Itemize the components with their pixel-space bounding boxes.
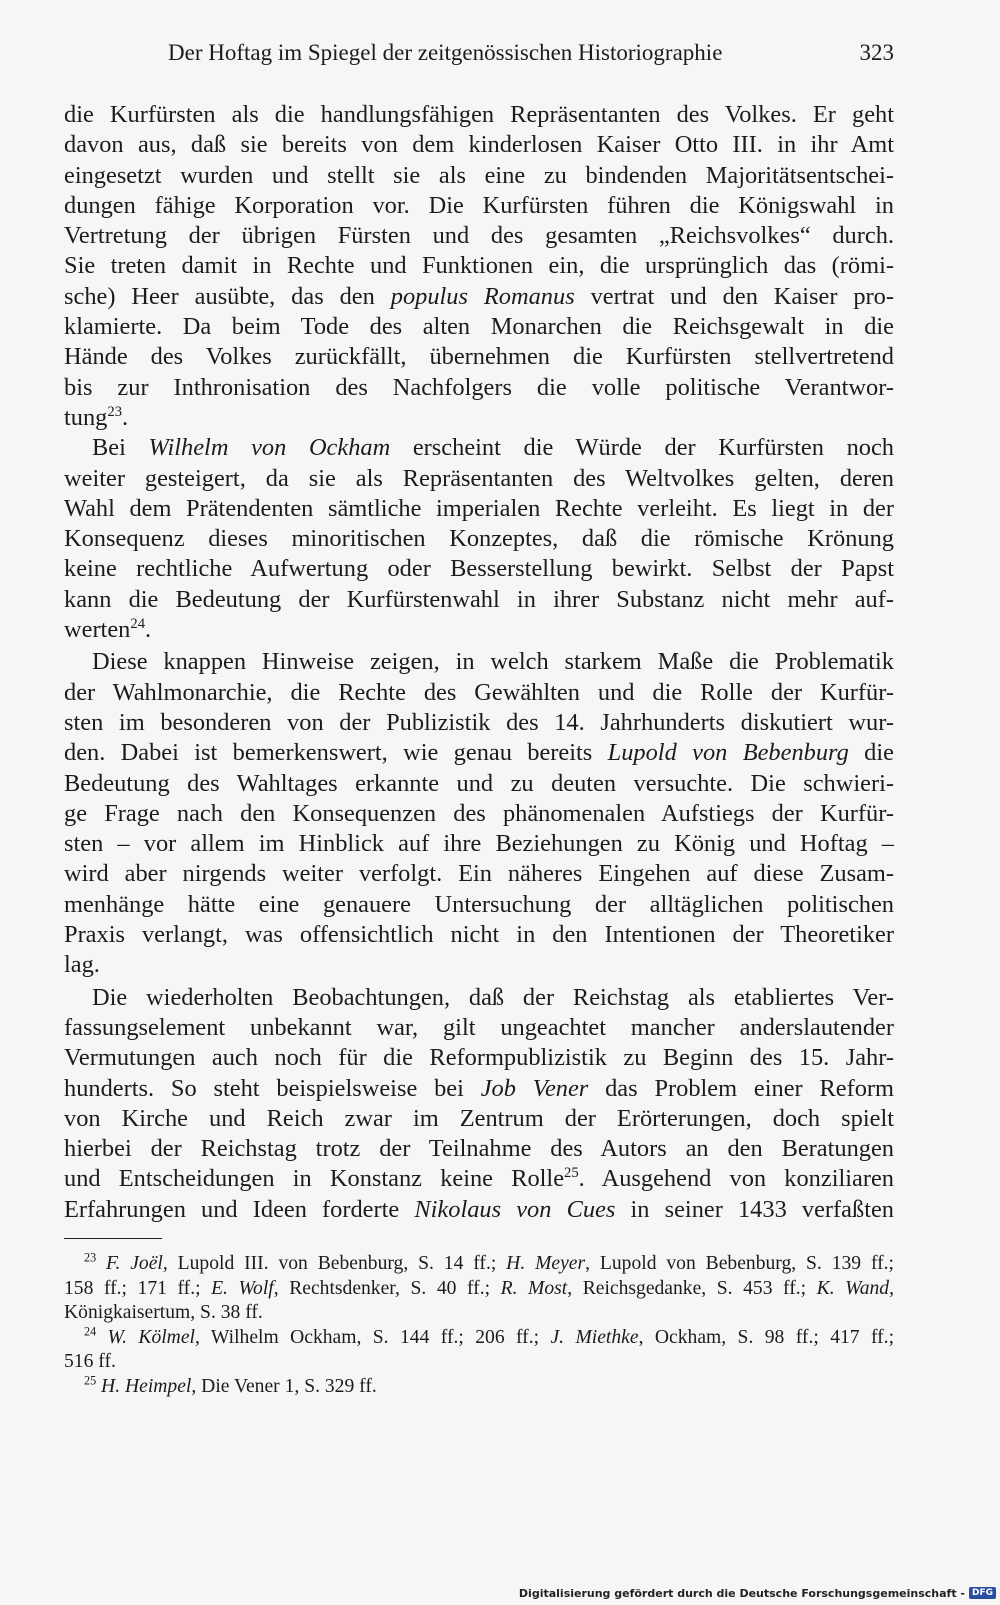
text-line: Vertretung der übrigen Fürsten und des gesamten „Reichsvolkes“ durch. (64, 222, 894, 250)
text-line: Praxis verlangt, was offensichtlich nicht in den Intentionen der Theoretiker (64, 921, 894, 949)
text-line: Sie treten damit in Rechte und Funktionen ein, die ursprünglich das (römi- (64, 252, 894, 280)
digitization-credit (519, 1585, 996, 1601)
footnote-line: $^{24}$ W. Kölmel, Wilhelm Ockham, S. 144 ff.; 206 ff.; J. Miethke, Ockham, S. 98 ff.; 417 ff.; (84, 1324, 895, 1348)
text-line: Vermutungen auch noch für die Reformpublizistik zu Beginn des 15. Jahr- (64, 1044, 894, 1072)
text-line: menhänge hätte eine genauere Untersuchung der alltäglichen politischen (64, 890, 894, 918)
text-line: bis zur Inthronisation des Nachfolgers die volle politische Verantwor- (64, 373, 894, 401)
paragraph-start-line: Bei Wilhelm von Ockham erscheint die Würde der Kurfürsten noch (92, 434, 895, 462)
footnotes (64, 1252, 894, 1400)
text-line: werten$^{24}$. (64, 615, 152, 644)
footnote-line: 516 ff. (64, 1351, 116, 1373)
text-line: sche) Heer ausübte, das den populus Romanus vertrat und den Kaiser pro- (64, 282, 894, 310)
text-line: Konsequenz dieses minoritischen Konzeptes, daß die römische Krönung (64, 525, 894, 553)
running-title: Der Hoftag im Spiegel der zeitgenössischen Historiographie (168, 40, 723, 65)
footnote-line: $^{23}$ F. Joël, Lupold III. von Bebenburg, S. 14 ff.; H. Meyer, Lupold von Bebenburg, S. 139 ff.; (84, 1250, 895, 1274)
text-line: hierbei der Reichstag trotz der Teilnahme des Autors an den Beratungen (64, 1135, 894, 1163)
text-line: der Wahlmonarchie, die Rechte des Gewählten und die Rolle der Kurfür- (64, 678, 894, 706)
text-line: wird aber nirgends weiter verfolgt. Ein näheres Eingehen auf diese Zusam- (64, 860, 894, 888)
text-line: den. Dabei ist bemerkenswert, wie genau bereits Lupold von Bebenburg die (64, 739, 894, 767)
text-line: von Kirche und Reich zwar im Zentrum der Erörterungen, doch spielt (64, 1104, 894, 1132)
text-line: Wahl dem Prätendenten sämtliche imperialen Rechte verleiht. Es liegt in der (64, 494, 894, 522)
footnote-line: 158 ff.; 171 ff.; E. Wolf, Rechtsdenker, S. 40 ff.; R. Most, Reichsgedanke, S. 453 ff.; K. Wand, (64, 1277, 895, 1299)
text-line: kann die Bedeutung der Kurfürstenwahl in ihrer Substanz nicht mehr auf- (64, 585, 894, 613)
text-line: dungen fähige Korporation vor. Die Kurfürsten führen die Königswahl in (64, 191, 894, 219)
text-line: Bedeutung des Wahltages erkannte und zu deuten versuchte. Die schwieri- (64, 769, 894, 797)
page-number: 323 (859, 40, 894, 65)
text-line: Erfahrungen und Ideen forderte Nikolaus von Cues in seiner 1433 verfaßten (64, 1195, 894, 1223)
text-line: keine rechtliche Aufwertung oder Besserstellung bewirkt. Selbst der Papst (64, 555, 894, 583)
text-line: Hände des Volkes zurückfällt, übernehmen die Kurfürsten stellvertretend (64, 343, 894, 371)
text-line: tung$^{23}$. (64, 403, 129, 431)
footnote-separator (64, 1238, 162, 1239)
text-line: fassungselement unbekannt war, gilt ungeachtet mancher anderslautender (64, 1013, 894, 1041)
text-line: davon aus, daß sie bereits von dem kinderlosen Kaiser Otto III. in ihr Amt (64, 131, 894, 159)
running-header (168, 40, 894, 74)
paragraph-start-line: Diese knappen Hinweise zeigen, in welch starkem Maße die Problematik (92, 648, 894, 676)
text-line: klamierte. Da beim Tode des alten Monarchen die Reichsgewalt in die (64, 313, 894, 341)
main-text (64, 100, 894, 1225)
dfg-logo: DFG (969, 1587, 996, 1599)
text-line: hunderts. So steht beispielsweise bei Job Vener das Problem einer Reform (64, 1074, 894, 1102)
footnote-line: $^{25}$ H. Heimpel, Die Vener 1, S. 329 ff. (84, 1373, 377, 1397)
text-line: und Entscheidungen in Konstanz keine Rolle$^{25}$. Ausgehend von konziliaren (64, 1165, 894, 1193)
footnote-line: Königkaisertum, S. 38 ff. (64, 1302, 263, 1324)
text-line: sten – vor allem im Hinblick auf ihre Beziehungen zu König und Hoftag – (64, 830, 894, 858)
text-line: weiter gesteigert, da sie als Repräsentanten des Weltvolkes gelten, deren (64, 464, 894, 492)
text-line: die Kurfürsten als die handlungsfähigen Repräsentanten des Volkes. Er geht (64, 101, 894, 128)
text-line: eingesetzt wurden und stellt sie als eine zu bindenden Majoritätsentschei- (64, 161, 894, 189)
paragraph-start-line: Die wiederholten Beobachtungen, daß der Reichstag als etabliertes Ver- (92, 983, 894, 1011)
text-line: ge Frage nach den Konsequenzen des phänomenalen Aufstiegs der Kurfür- (64, 799, 894, 827)
text-line: sten im besonderen von der Publizistik des 14. Jahrhunderts diskutiert wur- (64, 708, 894, 736)
credit-text: Digitalisierung gefördert durch die Deutsche Forschungsgemeinschaft - (518, 1586, 965, 1600)
text-line: lag. (64, 951, 100, 979)
